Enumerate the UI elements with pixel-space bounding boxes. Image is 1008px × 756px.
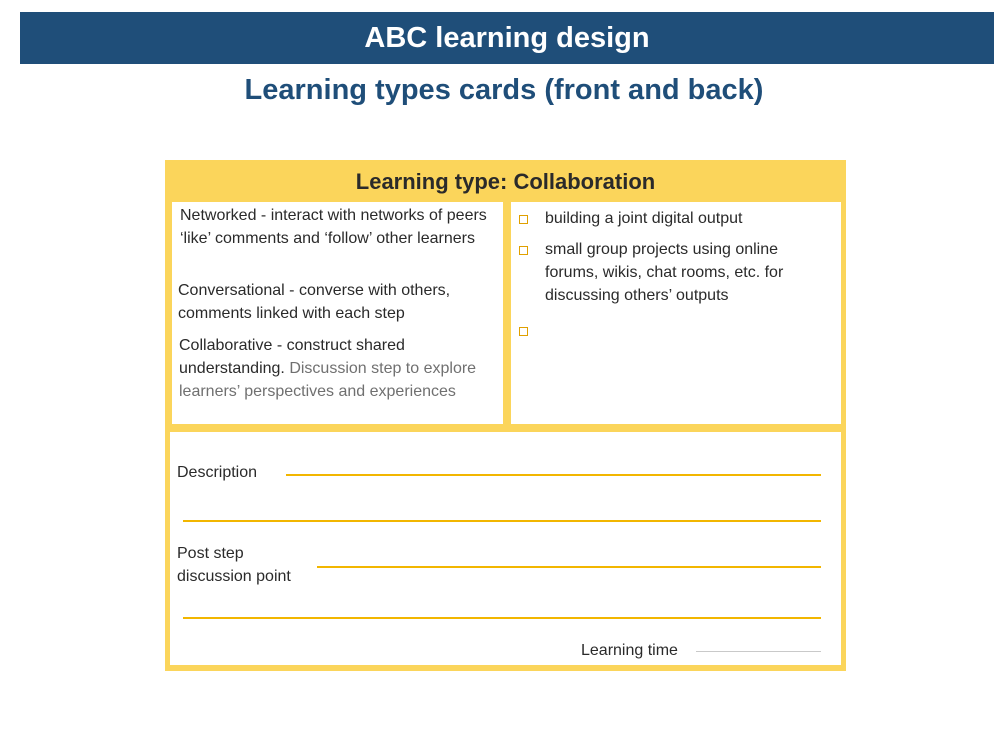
checklist-item-text: small group projects using online forums, wikis, chat rooms, etc. for discussing others’ outputs xyxy=(545,241,784,304)
collaborative-main: Collaborative - construct shared understanding. xyxy=(179,337,405,377)
checkbox-icon[interactable] xyxy=(519,215,528,224)
description-label: Description xyxy=(177,464,258,481)
collaborative-detail: Discussion step to explore learners’ perspectives and experiences xyxy=(179,360,477,400)
learning-type-card xyxy=(165,160,846,671)
card-title: Learning type: Collaboration xyxy=(355,169,656,194)
checkbox-icon[interactable] xyxy=(519,246,528,255)
header-band xyxy=(20,12,994,64)
description-line[interactable] xyxy=(183,520,821,522)
page-subtitle: Learning types cards (front and back) xyxy=(244,74,764,106)
checkbox-icon[interactable] xyxy=(519,327,528,336)
card-back-panel xyxy=(170,432,841,665)
post-step-label: Post step discussion point xyxy=(177,545,291,585)
description-panel xyxy=(172,202,503,424)
conversational-text: Conversational - converse with others, comments linked with each step xyxy=(178,282,451,322)
post-step-line[interactable] xyxy=(183,617,821,619)
learning-time-label: Learning time xyxy=(581,642,678,659)
post-step-line[interactable] xyxy=(317,566,821,568)
page-title: ABC learning design xyxy=(364,22,650,54)
learning-time-line[interactable] xyxy=(696,651,821,652)
checklist-item-text: building a joint digital output xyxy=(545,210,743,227)
collaborative-text xyxy=(179,334,479,403)
networked-text: Networked - interact with networks of peers ‘like’ comments and ‘follow’ other learners xyxy=(180,207,487,247)
activities-panel xyxy=(511,202,841,424)
description-line[interactable] xyxy=(286,474,821,476)
